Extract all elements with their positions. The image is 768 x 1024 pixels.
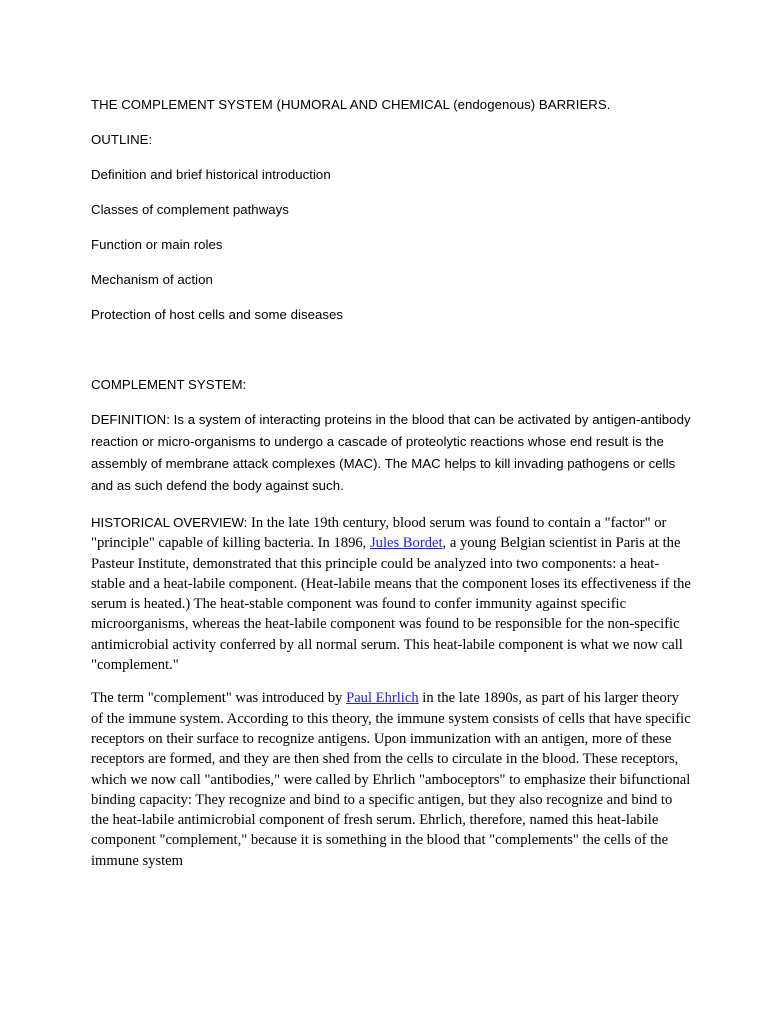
section-heading: COMPLEMENT SYSTEM: xyxy=(91,377,247,392)
definition-label: DEFINITION: xyxy=(91,412,170,427)
history-label: HISTORICAL OVERVIEW: xyxy=(91,515,248,530)
outline-item: Protection of host cells and some diseases xyxy=(91,307,344,322)
definition-paragraph xyxy=(91,409,691,497)
outline-item: Classes of complement pathways xyxy=(91,202,289,217)
outline-item: Function or main roles xyxy=(91,237,223,252)
jules-bordet-link[interactable]: Jules Bordet xyxy=(369,535,443,552)
history-paragraph xyxy=(91,513,691,675)
definition-text: Is a system of interacting proteins in the blood that can be activated by antigen-antibody reaction or micro-organisms to undergo a cascade of proteolytic reactions whose end result is the assembly of membrane attack complexes (MAC). The MAC helps to kill invading pathogens or cells and as such defend the body against such. xyxy=(91,412,691,493)
document-title: THE COMPLEMENT SYSTEM (HUMORAL AND CHEMICAL (endogenous) BARRIERS. xyxy=(91,97,611,112)
outline-item: Definition and brief historical introduction xyxy=(91,167,331,182)
paul-ehrlich-link[interactable]: Paul Ehrlich xyxy=(346,690,419,707)
term-text-before-link: The term "complement" was introduced by xyxy=(91,690,347,707)
term-paragraph xyxy=(91,688,691,871)
outline-item: Mechanism of action xyxy=(91,272,213,287)
document-page xyxy=(91,94,691,871)
term-text-after-link: in the late 1890s, as part of his larger theory of the immune system. According to this theory, the immune system consists of cells that have specific receptors on their surface to recognize antigens. Upon immunization with an antigen, more of these receptors are formed, and they are then shed from the cells to circulate in the blood. These receptors, which we now call "antibodies," were called by Ehrlich "amboceptors" to emphasize their bifunctional binding capacity: They recognize and bind to a specific antigen, but they also recognize and bind to the heat-labile antimicrobial component of fresh serum. Ehrlich, therefore, named this heat-labile component "complement," because it is something in the blood that "complements" the cells of the immune system xyxy=(91,690,691,869)
history-text-after-link: , a young Belgian scientist in Paris at the Pasteur Institute, demonstrated that this principle could be analyzed into two components: a heat-stable and a heat-labile component. (Heat-labile means that the component loses its effectiveness if the serum is heated.) The heat-stable component was found to confer immunity against specific microorganisms, whereas the heat-labile component was found to be responsible for the non-specific antimicrobial activity conferred by all normal serum. This heat-labile component is what we now call "complement." xyxy=(91,535,691,674)
outline-list xyxy=(91,164,691,326)
outline-heading: OUTLINE: xyxy=(91,132,153,147)
history-text-before-link: In the late 19th century, blood serum was found to contain a "factor" or "principle" capable of killing bacteria. In 1896, xyxy=(91,515,667,552)
